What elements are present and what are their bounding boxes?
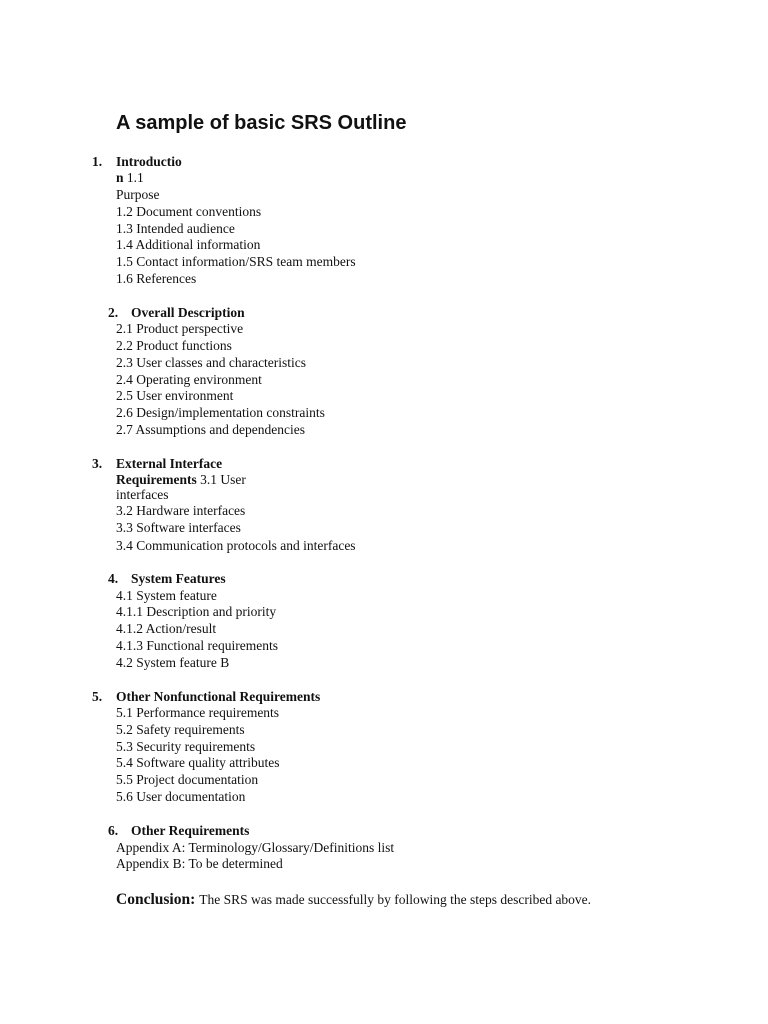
section-6-item: Appendix A: Terminology/Glossary/Definitions list	[116, 840, 395, 855]
section-3-item: 3.2 Hardware interfaces	[116, 503, 246, 518]
section-1-item: 1.3 Intended audience	[116, 221, 235, 236]
section-3-heading-wrap	[116, 472, 246, 488]
section-1-item: 1.1	[126, 170, 144, 185]
section-4-item: 4.1.2 Action/result	[116, 621, 217, 636]
section-4-item: 4.1 System feature	[116, 588, 217, 603]
section-5-item: 5.2 Safety requirements	[116, 722, 245, 737]
section-1-number: 1.	[92, 154, 103, 169]
section-2-item: 2.1 Product perspective	[116, 321, 244, 336]
section-4-item: 4.1.1 Description and priority	[116, 604, 277, 619]
section-5-item: 5.1 Performance requirements	[116, 705, 280, 720]
section-3-item: 3.1 User	[200, 472, 246, 487]
section-3-item: 3.4 Communication protocols and interfaces	[116, 538, 356, 553]
section-2-item: 2.2 Product functions	[116, 338, 232, 353]
section-5-number: 5.	[92, 689, 103, 704]
section-2-item: 2.6 Design/implementation constraints	[116, 405, 325, 420]
section-6-number: 6.	[108, 823, 119, 838]
section-5-item: 5.5 Project documentation	[116, 772, 259, 787]
section-4-heading: System Features	[131, 571, 226, 586]
section-5-item: 5.4 Software quality attributes	[116, 755, 280, 770]
section-1-item: Purpose	[116, 187, 160, 202]
section-3-heading: External Interface	[116, 456, 223, 471]
section-1-heading-wrap	[116, 170, 144, 186]
section-1-item: 1.2 Document conventions	[116, 204, 262, 219]
conclusion-text: The SRS was made successfully by following the steps described above.	[199, 892, 592, 907]
section-2-item: 2.7 Assumptions and dependencies	[116, 422, 305, 437]
section-5-item: 5.6 User documentation	[116, 789, 246, 804]
section-4-item: 4.2 System feature B	[116, 655, 230, 670]
section-1-item: 1.6 References	[116, 271, 197, 286]
section-5-item: 5.3 Security requirements	[116, 739, 256, 754]
section-5-heading: Other Nonfunctional Requirements	[116, 689, 321, 704]
section-3-item: 3.3 Software interfaces	[116, 520, 241, 535]
section-4-item: 4.1.3 Functional requirements	[116, 638, 278, 653]
section-2-item: 2.4 Operating environment	[116, 372, 262, 387]
conclusion-label: Conclusion:	[116, 891, 196, 908]
section-2-heading: Overall Description	[131, 305, 245, 320]
section-1-heading-cont: n	[116, 170, 124, 185]
section-1-item: 1.4 Additional information	[116, 237, 261, 252]
section-4-number: 4.	[108, 571, 119, 586]
section-2-number: 2.	[108, 305, 119, 320]
section-3-number: 3.	[92, 456, 103, 471]
section-6-heading: Other Requirements	[131, 823, 250, 838]
section-3-item: interfaces	[116, 487, 169, 502]
page-title: A sample of basic SRS Outline	[116, 112, 407, 134]
section-3-heading-cont: Requirements	[116, 472, 197, 487]
section-1-heading: Introductio	[116, 154, 182, 169]
section-2-item: 2.5 User environment	[116, 388, 234, 403]
conclusion	[116, 891, 591, 909]
section-6-item: Appendix B: To be determined	[116, 856, 283, 871]
section-1-item: 1.5 Contact information/SRS team members	[116, 254, 356, 269]
section-2-item: 2.3 User classes and characteristics	[116, 355, 307, 370]
